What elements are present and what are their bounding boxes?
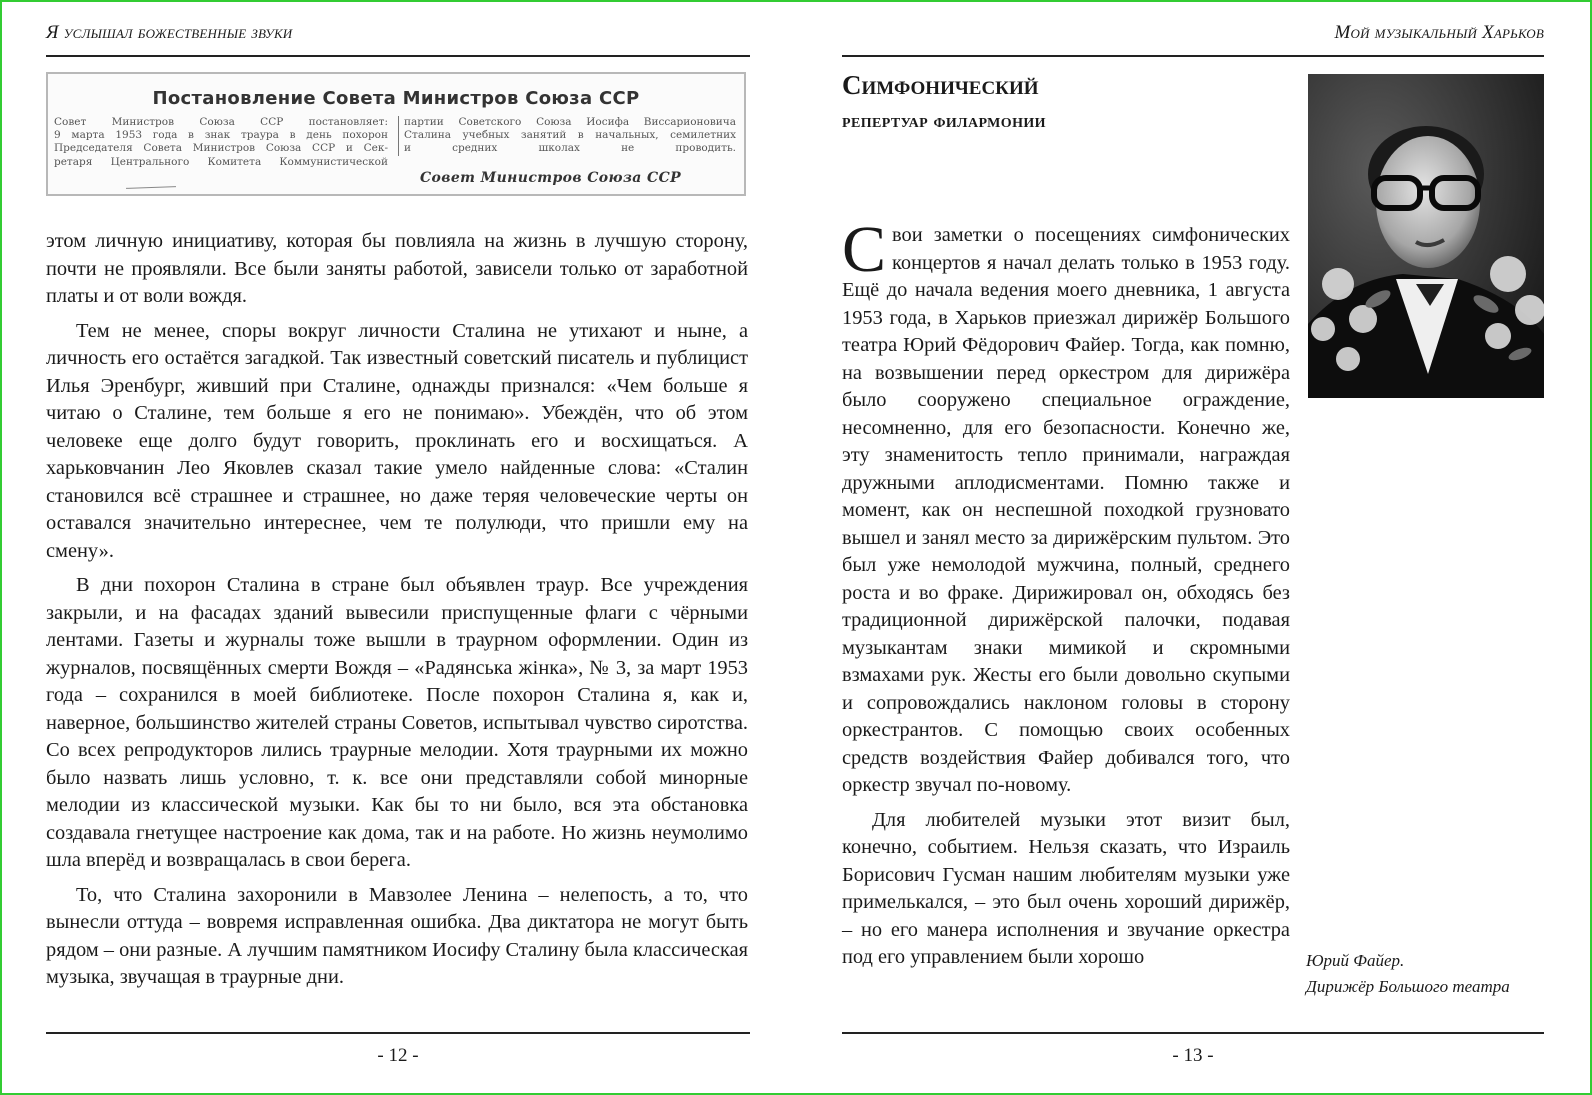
- left-page-number: - 12 -: [377, 1045, 419, 1066]
- clipping-column-2: [398, 116, 736, 156]
- paragraph-text: вои заметки о посещениях симфонических концертов я начал делать только в 1953 году. Ещё до начала ведения моего дневника, 1 августа 1953 года, в Харьков приезжал дирижёр Большого театра Юрий Фёдорович Файер. Тогда, как помню, на возвышении перед оркестром для дирижёра было сооружено специальное ограждение, несомненно, для его безопасности. Конечно же, эту знаменитость тепло принимали, награждая дружными аплодисментами. Помню также и момент, как он неспешной походкой грузновато вышел и занял место за дирижёрским пультом. Это был уже немолодой мужчина, полный, среднего роста и во фраке. Дирижировал он, обходясь без традиционной дирижёрской палочки, подавая музыкантам знаки мимикой и скромными взмахами рук. Жесты его были довольно скупыми и сопровождались наклоном головы в сторону оркестрантов. С помощью своих особенных средств воздействия Файер добивался того, что оркестр звучал по-новому.: [842, 224, 1290, 796]
- photo-caption: [1306, 948, 1546, 1000]
- clipping-line: ретаря Центрального Комитета Коммунистической: [54, 155, 388, 168]
- left-running-head: Я услышал божественные звуки: [46, 22, 293, 43]
- right-page-number: - 13 -: [1172, 1045, 1214, 1066]
- clipping-title: Постановление Совета Министров Союза ССР: [152, 88, 640, 109]
- chapter-title-line-1: Симфонический: [842, 70, 1039, 100]
- left-body-text: [46, 228, 748, 999]
- clipping-pen-mark: [126, 186, 176, 189]
- paragraph: этом личную инициативу, которая бы повлияла на жизнь в лучшую сторону, почти не проявляли. Все были заняты работой, зависели только от заработной платы и от воли вождя.: [46, 230, 748, 307]
- clipping-line: Совет Министров Союза ССР постановляет:: [54, 116, 388, 128]
- paragraph: [842, 213, 1290, 800]
- clipping-line: Председателя Совета Министров Союза ССР и Сек-: [54, 142, 388, 155]
- right-running-head: Мой музыкальный Харьков: [1334, 22, 1544, 43]
- right-page: [842, 0, 1544, 1095]
- clipping-line: Сталина учебных занятий в начальных, семилетних: [404, 129, 736, 142]
- clipping-column-1: [54, 116, 388, 169]
- paragraph: Для любителей музыки этот визит был, конечно, событием. Нельзя сказать, что Израиль Борисович Гусман нашим любителям музыки уже примелькался, – это был очень хороший дирижёр, – но его манера исполнения и звучание оркестра под его управлением были хорошо: [842, 808, 1290, 968]
- newspaper-clipping: [46, 72, 746, 196]
- chapter-title-line-2: репертуар филармонии: [842, 110, 1046, 132]
- chapter-title: [842, 68, 1282, 136]
- right-header-rule: [842, 55, 1544, 57]
- clipping-line: и средних школах не проводить.: [404, 142, 736, 155]
- right-footer-rule: [842, 1032, 1544, 1034]
- clipping-signature: Совет Министров Союза ССР: [420, 170, 682, 186]
- clipping-line: 9 марта 1953 года в знак траура в день похорон: [54, 129, 388, 142]
- left-page: [46, 0, 750, 1095]
- conductor-photo: [1308, 74, 1544, 398]
- right-body-text: [842, 213, 1290, 979]
- conductor-portrait-image: [1308, 74, 1544, 398]
- caption-line-1: Юрий Файер.: [1306, 951, 1405, 970]
- paragraph: В дни похорон Сталина в стране был объявлен траур. Все учреждения закрыли, и на фасадах зданий вывесили приспущенные флаги с чёрными лентами. Газеты и журналы тоже вышли в траурном оформлении. Один из журналов, посвящённых смерти Вождя – «Радянська жінка», № 3, за март 1953 года – сохранился в моей библиотеке. После похорон Сталина я, как и, наверное, большинство жителей страны Советов, испытывал чувство сиротства. Со всех репродукторов лились траурные мелодии. Хотя траурными их можно было назвать лишь условно, т. к. все они представляли собой минорные мелодии из классической музыки. Как бы то ни было, вся эта обстановка создавала гнетущее настроение как дома, так и на работе. Но жизнь неумолимо шла вперёд и возвращалась в свои берега.: [46, 574, 748, 871]
- left-footer-rule: [46, 1032, 750, 1034]
- drop-cap: С: [842, 213, 887, 286]
- caption-line-2: Дирижёр Большого театра: [1306, 977, 1510, 996]
- left-header-rule: [46, 55, 750, 57]
- clipping-line: партии Советского Союза Иосифа Виссарионовича: [404, 116, 736, 128]
- paragraph: То, что Сталина захоронили в Мавзолее Ленина – нелепость, а то, что вынесли оттуда – вовремя исправленная ошибка. Два диктатора не могут быть рядом – они разные. А лучшим памятником Иосифу Сталину была классическая музыка, звучащая в траурные дни.: [46, 883, 748, 988]
- paragraph: Тем не менее, споры вокруг личности Сталина не утихают и ныне, а личность его остаётся загадкой. Так известный советский писатель и публицист Илья Эренбург, живший при Сталине, однажды признался: «Чем больше я читаю о Сталине, тем больше я его не понимаю». Убеждён, что об этом человеке еще долго будут говорить, проклинать его и восхищаться. А харьковчанин Лео Яковлев сказал такие умело найденные слова: «Сталин становился всё страшнее и страшнее, но даже теряя человеческие черты он оставался значительно интереснее, чем те полулюди, что пришли ему на смену».: [46, 319, 748, 562]
